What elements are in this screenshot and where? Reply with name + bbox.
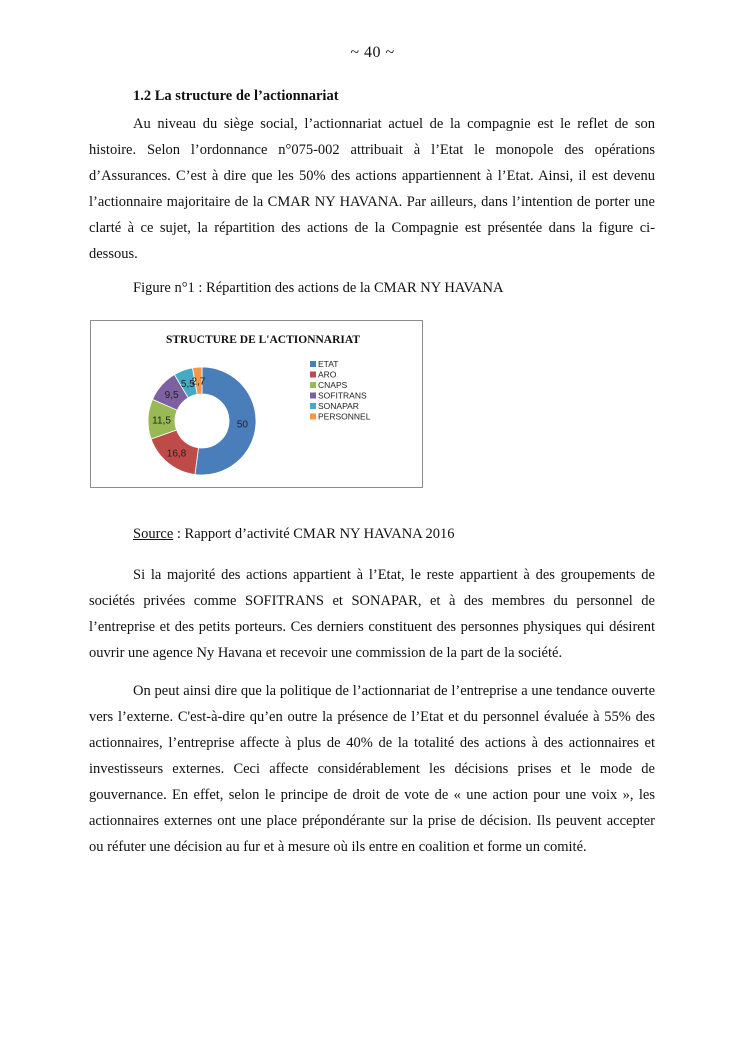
source-label: Source	[133, 526, 174, 542]
legend-label-etat: ETAT	[318, 359, 339, 369]
data-label-cnaps: 11,5	[152, 415, 171, 427]
legend-swatch-sofitrans	[310, 393, 316, 399]
legend-label-sofitrans: SOFITRANS	[318, 390, 367, 401]
legend-swatch-sonapar	[310, 403, 316, 409]
data-label-personnel: 2,7	[191, 376, 206, 388]
legend-label-aro: ARO	[318, 369, 337, 380]
data-label-sonapar: 5,5	[180, 379, 195, 391]
legend-swatch-personnel	[310, 414, 316, 420]
legend-swatch-aro	[310, 372, 316, 378]
legend-label-sonapar: SONAPAR	[318, 401, 359, 411]
paragraph-ownership: Si la majorité des actions appartient à l’Etat, le reste appartient à des groupements de sociétés privées comme SOFITRANS et SONAPAR, et à des membres du personnel de l’entreprise et des petits porteurs. Ces derniers constituent des personnes physiques qui désirent ouvrir une agence Ny Havana et recevoir une commission de la part de la société.	[89, 567, 655, 661]
data-label-aro: 16,8	[166, 448, 187, 460]
data-label-etat: 50	[236, 419, 248, 431]
page-number: ~ 40 ~	[350, 44, 395, 61]
paragraph-intro: Au niveau du siège social, l’actionnariat actuel de la compagnie est le reflet de son histoire. Selon l’ordonnance n°075-002 attribuait à l’Etat le monopole des opérations d’Assurances. C’est à dire que les 50% des actions appartiennent à l’Etat. Ainsi, il est devenu l’actionnaire majoritaire de la CMAR NY HAVANA. Par ailleurs, dans l’intention de porter une clarté à ce sujet, la répartition des actions de la Compagnie est présentée dans la figure ci-dessous.	[89, 116, 655, 262]
chart-title: STRUCTURE DE L'ACTIONNARIAT	[165, 334, 361, 346]
legend-label-personnel: PERSONNEL	[318, 411, 371, 422]
data-label-sofitrans: 9,5	[164, 390, 179, 402]
legend-swatch-cnaps	[310, 382, 316, 388]
legend-label-cnaps: CNAPS	[318, 380, 348, 390]
figure-caption: Figure n°1 : Répartition des actions de la CMAR NY HAVANA	[133, 280, 504, 296]
figure-source	[133, 526, 455, 543]
section-heading: 1.2 La structure de l’actionnariat	[133, 88, 339, 104]
paragraph-policy: On peut ainsi dire que la politique de l’actionnariat de l’entreprise a une tendance ouverte vers l’externe. C'est-à-dire qu’en outre la présence de l’Etat et du personnel évaluée à 55% des actionnaires, l’entreprise affecte à plus de 40% de la totalité des actions à des actionnaires et investisseurs externes. Ceci affecte considérablement les décisions prises et le mode de gouvernance. En effet, selon le principe de droit de vote de « une action pour une voix », les actionnaires externes ont une place prépondérante sur la prise de décision. Ils peuvent accepter ou réfuter une décision au fur et à mesure où ils entre en coalition et forme un comité.	[89, 683, 655, 855]
chart-frame	[90, 320, 423, 488]
source-text: : Rapport d’activité CMAR NY HAVANA 2016	[173, 526, 455, 542]
legend-swatch-etat	[310, 361, 316, 367]
shareholding-doughnut-chart	[91, 321, 422, 487]
